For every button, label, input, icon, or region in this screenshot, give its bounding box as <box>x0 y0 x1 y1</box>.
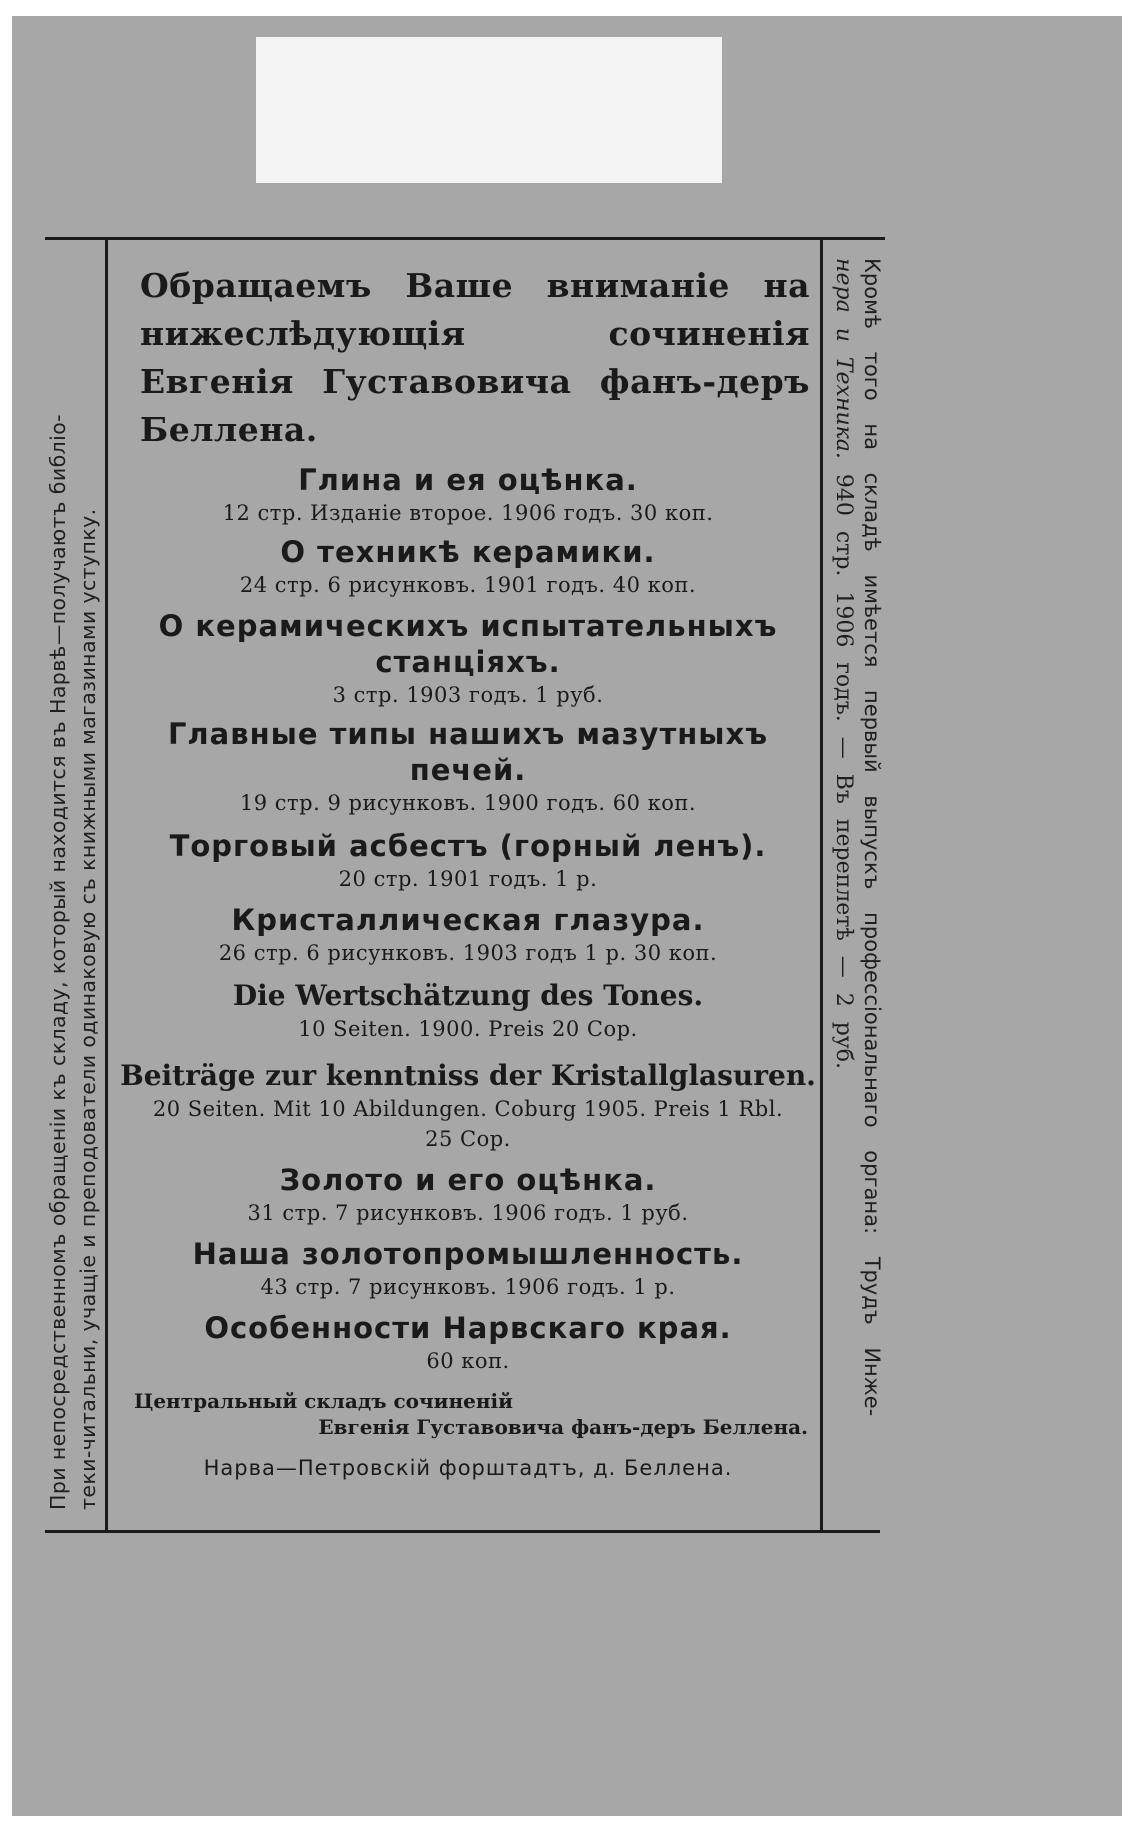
entry-title: Die Wertschätzung des Tones. <box>232 979 704 1012</box>
list-item <box>118 828 818 894</box>
entry-title: Глина и ея оцѣнка. <box>298 463 638 497</box>
list-item <box>118 716 818 818</box>
entry-info: 20 Seiten. Mit 10 Abildungen. Coburg 1905. Preis 1 Rbl. 25 Cop. <box>152 1097 784 1151</box>
entry-title: Особенности Нарвскаго края. <box>204 1311 732 1345</box>
list-item <box>118 978 818 1044</box>
publications-list <box>118 262 818 1482</box>
entry-info: 31 стр. 7 рисунковъ. 1906 годъ. 1 руб. <box>247 1201 689 1225</box>
frame-right-rule <box>820 240 823 1530</box>
right-margin-line-2 <box>832 258 854 1069</box>
entry-info: 10 Seiten. 1900. Preis 20 Cop. <box>298 1017 638 1041</box>
paper-label-patch <box>256 37 722 183</box>
entry-title: О техникѣ керамики. <box>280 535 656 569</box>
entry-info: 19 стр. 9 рисунковъ. 1900 годъ. 60 коп. <box>239 791 697 815</box>
list-item <box>118 1058 818 1154</box>
entry-title: Кристаллическая глазура. <box>231 903 705 937</box>
list-item <box>118 608 818 710</box>
entry-info: 24 стр. 6 рисунковъ. 1901 годъ. 40 коп. <box>239 573 697 597</box>
entry-title: Торговый асбестъ (горный ленъ). <box>169 829 767 863</box>
frame-bottom-rule <box>45 1530 880 1533</box>
entry-title: Золото и его оцѣнка. <box>279 1163 657 1197</box>
journal-details: 940 стр. 1906 годъ. — Въ переплетѣ — 2 руб. <box>831 458 856 1069</box>
list-item <box>118 1236 818 1302</box>
entry-info: 20 стр. 1901 годъ. 1 р. <box>338 867 598 891</box>
warehouse-line-1: Центральный складъ сочиненій <box>134 1389 513 1413</box>
left-margin-line-1: При непосредственномъ обращеніи къ складу, который находится въ Нарвѣ—получаютъ библіо- <box>46 414 70 1510</box>
entry-title: Главные типы нашихъ мазутныхъ печей. <box>167 717 769 787</box>
entry-info: 12 стр. Изданіе второе. 1906 годъ. 30 коп. <box>222 501 714 525</box>
warehouse-address: Нарва—Петровскій форштадтъ, д. Беллена. <box>203 1456 733 1480</box>
list-item <box>118 1162 818 1228</box>
entry-info: 3 стр. 1903 годъ. 1 руб. <box>332 683 604 707</box>
warehouse-line-2: Евгенія Густавовича фанъ-деръ Беллена. <box>318 1415 808 1439</box>
entry-info: 43 стр. 7 рисунковъ. 1906 годъ. 1 р. <box>260 1275 676 1299</box>
journal-title-italic: нера и Техника. <box>831 258 856 459</box>
list-item <box>118 1310 818 1376</box>
entry-info: 60 коп. <box>426 1349 510 1373</box>
entry-title: Наша золотопромышленность. <box>192 1237 744 1271</box>
right-margin-line-1: Кромѣ того на складѣ имѣется первый выпускъ профессіональнаго органа: Трудъ Инже- <box>860 258 884 1417</box>
list-item <box>118 902 818 968</box>
frame-top-rule <box>45 237 885 240</box>
entry-title: О керамическихъ испытательныхъ станціяхъ. <box>158 609 778 679</box>
entry-title: Beiträge zur kenntniss der Kristallglasuren. <box>120 1059 816 1092</box>
list-item <box>118 462 818 528</box>
list-item <box>118 534 818 600</box>
entry-info: 26 стр. 6 рисунковъ. 1903 годъ 1 р. 30 коп. <box>218 941 718 965</box>
page-heading: Обращаемъ Ваше вниманіе на нижеслѣдующія сочиненія Евгенія Густавовича фанъ-деръ Беллена. <box>140 266 810 449</box>
left-margin-line-2: теки-читальни, учащіе и преподователи одинаковую съ книжными магазинами уступку. <box>76 508 100 1510</box>
frame-left-rule <box>105 240 108 1530</box>
